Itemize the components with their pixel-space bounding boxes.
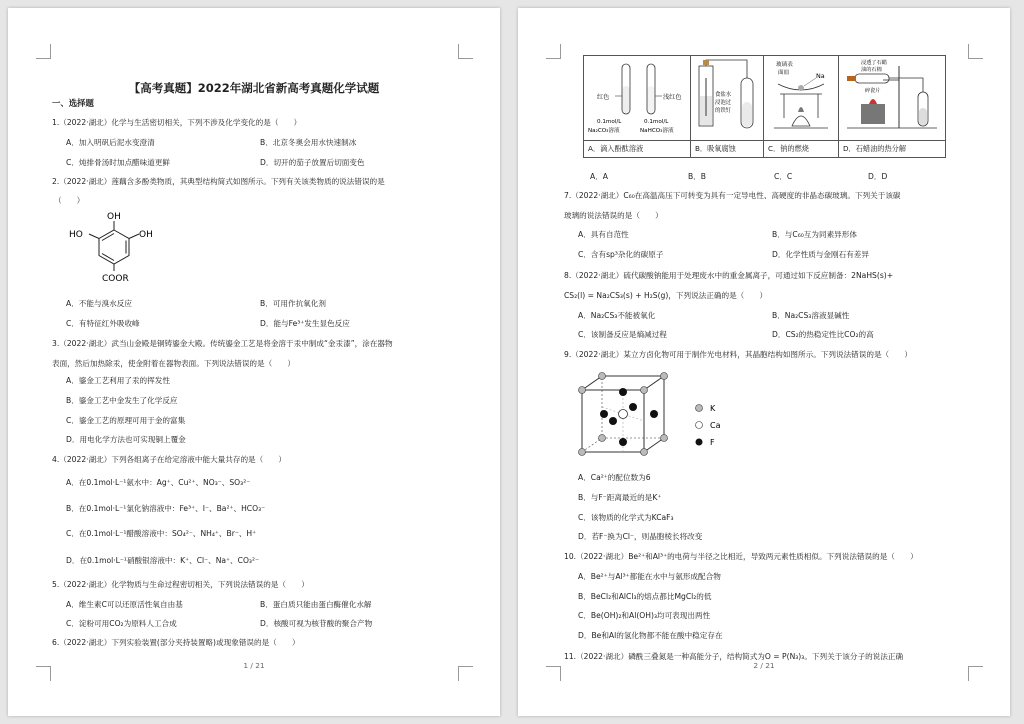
question-9-option-c: C．该物质的化学式为KCaF₃ [578,513,674,522]
crop-mark [968,44,983,59]
label-conc-2: 0.1mol/L [644,119,669,125]
question-5-option-d: D．核酸可视为核苷酸的聚合产物 [260,619,373,628]
question-1-option-b: B．北京冬奥会用水快速制冰 [260,138,357,147]
caption-c: C．钠的燃烧 [764,141,839,158]
page-number: 1 / 21 [243,661,265,670]
question-10-option-d: D．Be和Al的氢化物都不能在酸中稳定存在 [578,631,723,640]
label-paraffin-2: 油的石棉 [861,67,882,73]
question-7-stem-line1: 7.（2022·湖北）C₆₀在高温高压下可转变为具有一定导电性、高硬度的非晶态碳玻璃。下列关于该碳 [564,191,901,200]
question-2-option-c: C．有特征红外吸收峰 [66,319,140,328]
label-light-red: 浅红色 [663,94,682,101]
question-3-stem-line1: 3.（2022·湖北）武当山金殿是铜铸鎏金大殿。传统鎏金工艺是将金溶于汞中制成“金汞漆”，涂在器物 [52,339,393,348]
question-6-stem: 6.（2022·湖北）下列实验装置(部分夹持装置略)或现象错误的是（ ） [52,638,300,647]
label-na: Na [816,72,825,80]
question-8-option-d: D．CS₂的热稳定性比CO₂的高 [772,330,874,339]
question-5-option-b: B．蛋白质只能由蛋白酶催化水解 [260,600,372,609]
sodium-burning-diagram [764,56,838,138]
question-8-option-b: B．Na₂CS₃溶液显碱性 [772,311,850,320]
question-1-option-c: C．炖排骨汤时加点醋味道更鲜 [66,158,171,167]
question-8-stem-line2: CS₂(l) = Na₂CS₃(s) + H₂S(g)，下列说法正确的是（ ） [564,291,768,300]
question-3-option-d: D．用电化学方法也可实现铜上覆金 [66,435,186,444]
question-1-stem: 1.（2022·湖北）化学与生活密切相关，下列不涉及化学变化的是（ ） [52,118,302,127]
polyphenol-structure-diagram [64,208,164,284]
question-9-option-b: B．与F⁻距离最近的是K⁺ [578,493,662,502]
caption-a: A．滴入酚酞溶液 [584,141,691,158]
cell-d-diagram [839,56,946,141]
question-5-option-a: A．维生素C可以还原活性氧自由基 [66,600,183,609]
label-na2co3: Na₂CO₃溶液 [588,128,620,134]
question-1-option-a: A．加入明矾后泥水变澄清 [66,138,155,147]
question-4-option-d: D．在0.1mol·L⁻¹硝酸银溶液中：K⁺、Cl⁻、Na⁺、CO₃²⁻ [66,556,260,565]
caption-d: D．石蜡油的热分解 [839,141,946,158]
cell-b-diagram [691,56,764,141]
cell-a-diagram [584,56,691,141]
label-soaked: 浸泡过 [715,100,732,106]
struct-oh-right: OH [139,230,153,240]
question-2-option-d: D．能与Fe³⁺发生显色反应 [260,319,350,328]
label-watch-glass: 玻璃表 [776,62,793,68]
label-salt-water: 食盐水 [715,92,732,98]
question-10-stem: 10.（2022·湖北）Be²⁺和Al³⁺的电荷与半径之比相近，导致两元素性质相似。下列说法错误的是（ ） [564,552,918,561]
question-5-option-c: C．淀粉可用CO₂为原料人工合成 [66,619,177,628]
question-8-option-a: A．Na₂CS₃不能被氧化 [578,311,656,320]
question-10-option-b: B．BeCl₂和AlCl₃的熔点都比MgCl₂的低 [578,592,712,601]
crystal-cell-diagram [574,370,734,460]
test-tubes-diagram [584,56,690,138]
legend-f: F [710,438,715,447]
caption-b: B．吸氧腐蚀 [691,141,764,158]
question-7-stem-line2: 玻璃的说法错误的是（ ） [564,211,663,220]
label-paraffin-1: 浸透了石蜡 [861,60,887,66]
label-dish: 面皿 [778,70,790,76]
crop-mark [36,44,51,59]
question-9-option-a: A．Ca²⁺的配位数为6 [578,473,651,482]
cell-c-diagram [764,56,839,141]
question-6-option-d: D．D [868,172,888,181]
question-9-stem: 9.（2022·湖北）某立方卤化物可用于制作光电材料，其晶胞结构如图所示。下列说法错误的是（ ） [564,350,912,359]
question-10-option-a: A．Be²⁺与Al³⁺都能在水中与氨形成配合物 [578,572,721,581]
legend-ca: Ca [710,421,721,430]
paraffin-decomposition-diagram [839,56,945,138]
question-2-paren: （ ） [54,196,85,205]
question-8-stem-line1: 8.（2022·湖北）硫代碳酸钠能用于处理废水中的重金属离子，可通过如下反应制备：2NaHS(s)+ [564,271,894,280]
question-2-option-a: A．不能与溴水反应 [66,299,132,308]
question-4-option-c: C．在0.1mol·L⁻¹醋酸溶液中：SO₄²⁻、NH₄⁺、Br⁻、H⁺ [66,529,257,538]
question-6-option-b: B．B [688,172,707,181]
question-3-option-b: B．鎏金工艺中金发生了化学反应 [66,396,178,405]
crop-mark [458,44,473,59]
question-10-option-c: C．Be(OH)₂和Al(OH)₃均可表现出两性 [578,611,711,620]
question-2-option-b: B．可用作抗氧化剂 [260,299,326,308]
document-page-2 [518,8,1010,716]
question-9-option-d: D．若F⁻换为Cl⁻，则晶胞棱长将改变 [578,532,703,541]
question-11-stem: 11.（2022·湖北）磷酰三叠氮是一种高能分子，结构简式为O = P(N₃)₃。下列关于该分子的说法正确 [564,652,904,661]
question-6-option-a: A．A [590,172,608,181]
section-heading: 一、选择题 [52,98,94,108]
question-2-stem: 2.（2022·湖北）莲藕含多酚类物质，其典型结构简式如图所示。下列有关该类物质的说法错误的是 [52,177,385,186]
question-6-option-c: C．C [774,172,793,181]
question-4-option-b: B．在0.1mol·L⁻¹氯化钠溶液中：Fe³⁺、I⁻、Ba²⁺、HCO₃⁻ [66,504,266,513]
page-title: 【高考真题】2022年湖北省新高考真题化学试题 [128,81,380,95]
question-4-stem: 4.（2022·湖北）下列各组离子在给定溶液中能大量共存的是（ ） [52,455,287,464]
label-iron-nail: 的铁钉 [715,108,732,114]
struct-ho-left: HO [69,230,83,240]
question-8-option-c: C．该制备反应是熵减过程 [578,330,667,339]
question-5-stem: 5.（2022·湖北）化学物质与生命过程密切相关，下列说法错误的是（ ） [52,580,309,589]
struct-coor: COOR [102,274,129,284]
label-nahco3: NaHCO₃溶液 [640,128,674,134]
label-red: 红色 [597,94,610,101]
question-3-stem-line2: 表面，然后加热除汞，使金附着在器物表面。下列说法错误的是（ ） [52,359,295,368]
question-1-option-d: D．切开的茄子放置后切面变色 [260,158,365,167]
crop-mark [546,44,561,59]
question-4-option-a: A．在0.1mol·L⁻¹氨水中：Ag⁺、Cu²⁺、NO₃⁻、SO₃²⁻ [66,478,251,487]
document-page-1 [8,8,500,716]
iron-corrosion-diagram [691,56,763,138]
legend-k: K [710,404,716,413]
question-7-option-c: C．含有sp³杂化的碳原子 [578,250,664,259]
question-7-option-b: B．与C₆₀互为同素异形体 [772,230,857,239]
label-porcelain: 碎瓷片 [865,88,881,94]
page-number: 2 / 21 [753,661,775,670]
question-7-option-a: A．具有自范性 [578,230,629,239]
experiment-table [583,55,946,158]
label-conc-1: 0.1mol/L [597,119,622,125]
question-7-option-d: D．化学性质与金刚石有差异 [772,250,869,259]
question-3-option-c: C．鎏金工艺的原理可用于金的富集 [66,416,186,425]
question-3-option-a: A．鎏金工艺利用了汞的挥发性 [66,376,170,385]
struct-oh-top: OH [107,212,121,222]
